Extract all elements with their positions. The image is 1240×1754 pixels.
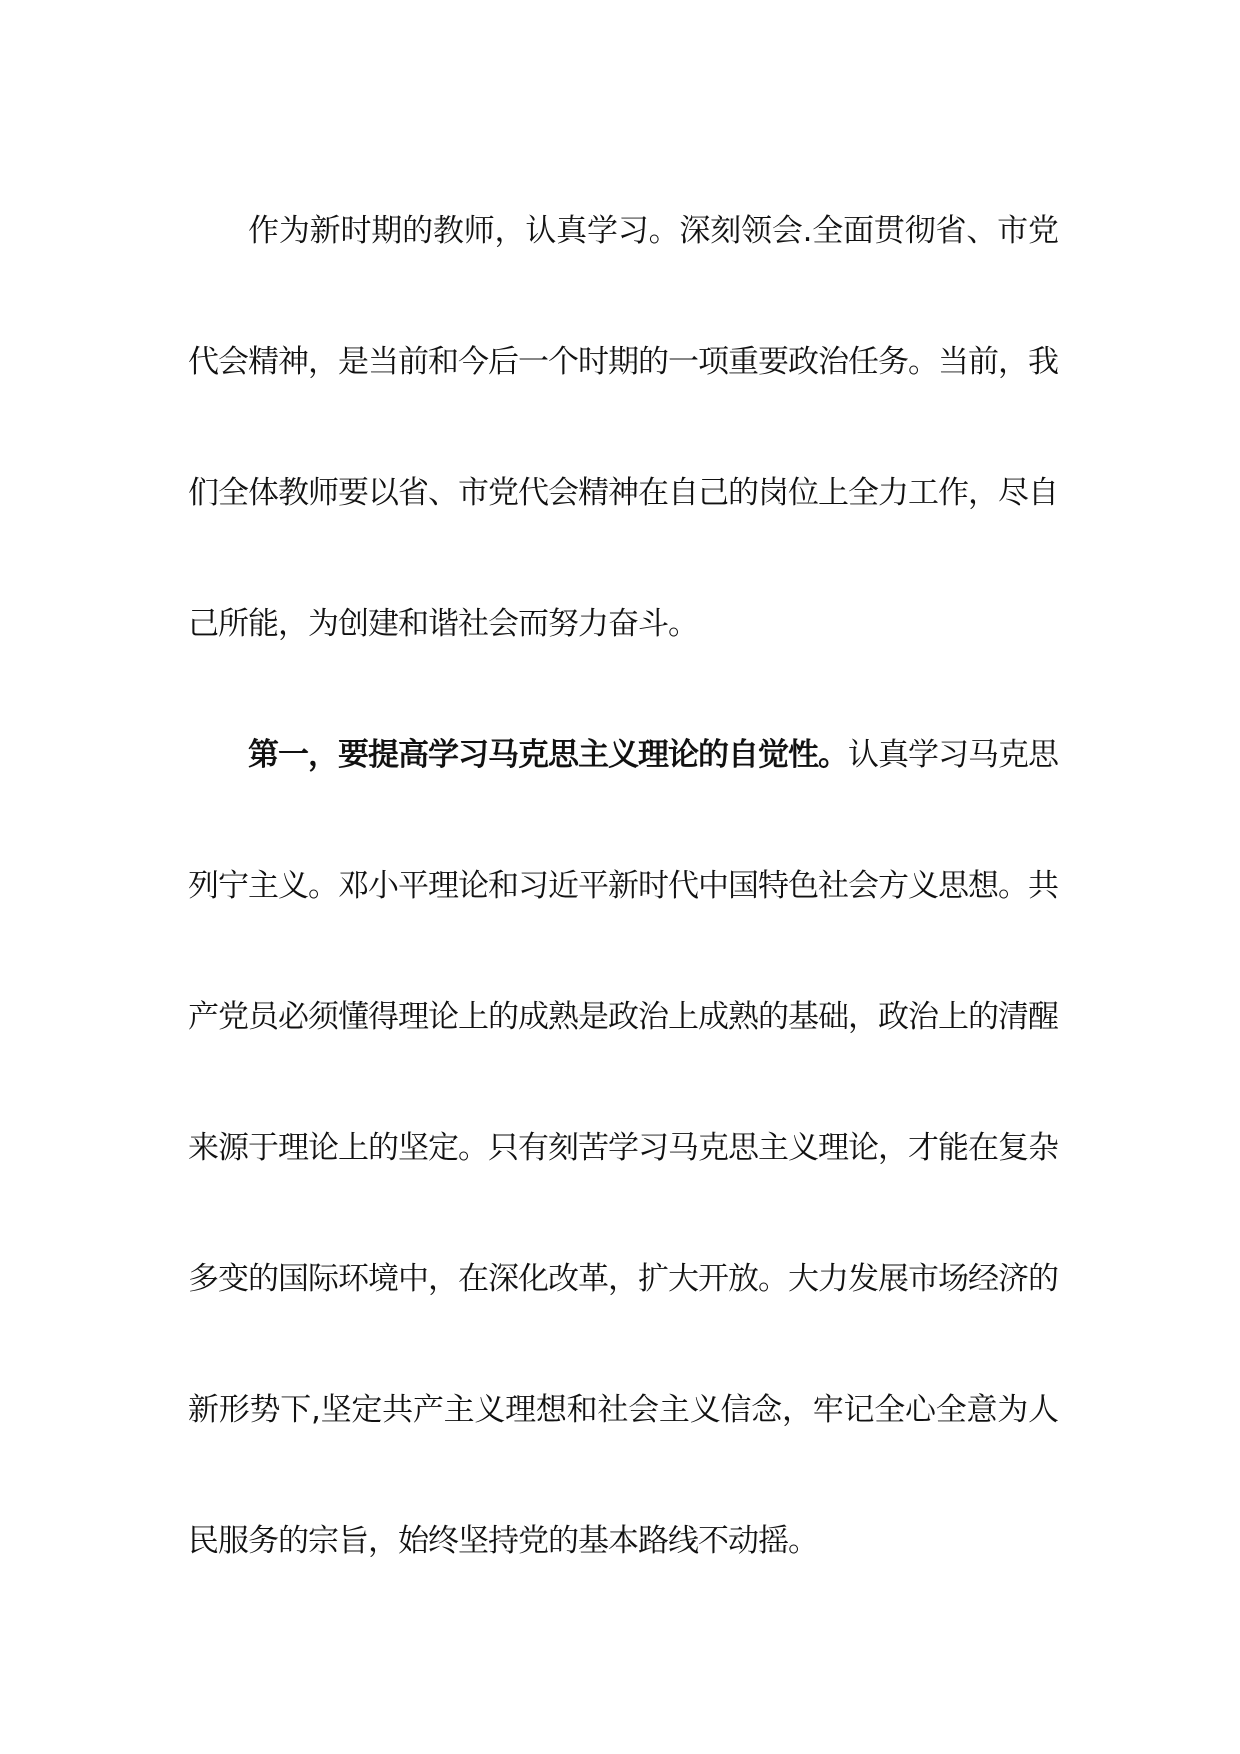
paragraph-first-point xyxy=(188,690,1058,1607)
paragraph-text: 作为新时期的教师，认真学习。深刻领会.全面贯彻省、市党代会精神，是当前和今后一个时期的一项重要政治任务。当前，我们全体教师要以省、市党代会精神在自己的岗位上全力工作，尽自己所能，为创建和谐社会而努力奋斗。 xyxy=(188,213,1058,642)
paragraph-lead: 第一，要提高学习马克思主义理论的自觉性。 xyxy=(248,737,848,773)
paragraph-intro xyxy=(188,166,1058,690)
document-body xyxy=(188,166,1058,1607)
paragraph-text: 认真学习马克思列宁主义。邓小平理论和习近平新时代中国特色社会方义思想。共产党员必须懂得理论上的成熟是政治上成熟的基础，政治上的清醒来源于理论上的坚定。只有刻苦学习马克思主义理论，才能在复杂多变的国际环境中，在深化改革，扩大开放。大力发展市场经济的新形势下,坚定共产主义理想和社会主义信念，牢记全心全意为人民服务的宗旨，始终坚持党的基本路线不动摇。 xyxy=(188,737,1058,1559)
